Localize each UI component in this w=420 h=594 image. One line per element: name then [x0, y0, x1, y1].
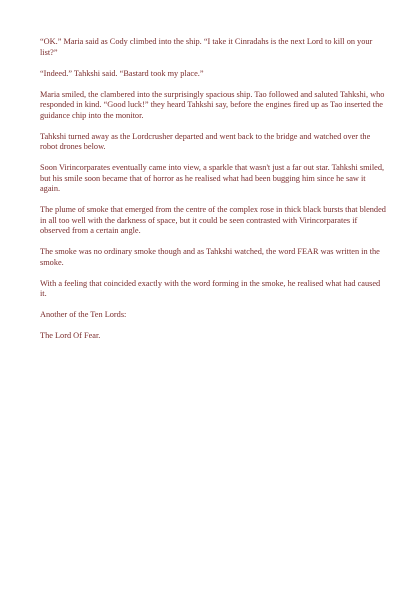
paragraph: Maria smiled, the clambered into the surprisingly spacious ship. Tao followed and saluted Tahkshi, who responded in kind. “Good luck!” they heard Tahkshi say, before the engines fired up as Tao inserted the guidance chip into the monitor.: [40, 89, 385, 120]
paragraph: The plume of smoke that emerged from the centre of the complex rose in thick black bursts that blended in all too well with the darkness of space, but it could be seen contrasted with Virincorparates if observed from a certain angle.: [40, 205, 386, 235]
paragraph: Another of the Ten Lords:: [40, 310, 127, 319]
paragraph: “OK.” Maria said as Cody climbed into the ship. “I take it Cinradahs is the next Lord to kill on your list?”: [40, 37, 373, 57]
paragraph: With a feeling that coincided exactly with the word forming in the smoke, he realised what had caused it.: [40, 278, 381, 298]
paragraph: The Lord Of Fear.: [40, 331, 101, 340]
paragraph: “Indeed.” Tahkshi said. “Bastard took my place.”: [40, 68, 204, 78]
paragraph: Tahkshi turned away as the Lordcrusher departed and went back to the bridge and watched over the robot drones below.: [40, 131, 371, 151]
paragraph: The smoke was no ordinary smoke though and as Tahkshi watched, the word FEAR was written in the smoke.: [40, 247, 380, 267]
document-body: [40, 37, 386, 352]
paragraph: Soon Virincorparates eventually came into view, a sparkle that wasn't just a far out star. Tahkshi smiled, but his smile soon became that of horror as he realised what had been bugging him since he saw it again.: [40, 163, 385, 193]
